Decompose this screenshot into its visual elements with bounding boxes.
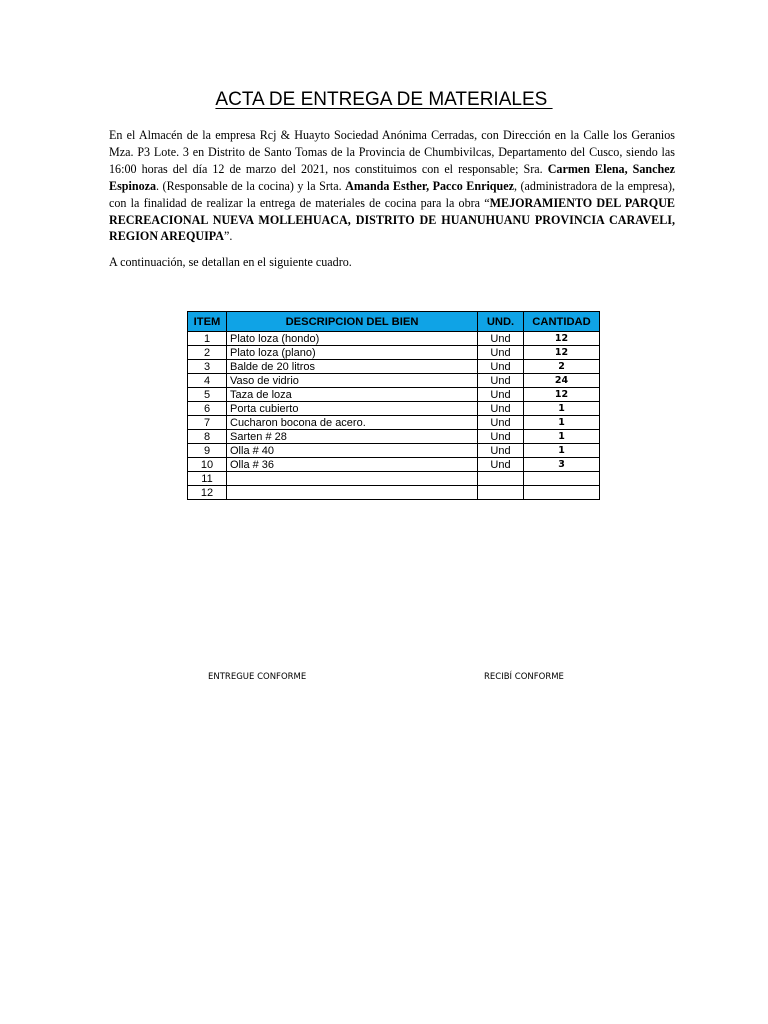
- quantity-cell: 2: [524, 360, 600, 374]
- unit-cell: Und: [478, 374, 524, 388]
- item-cell: 11: [188, 472, 227, 486]
- description-cell: Porta cubierto: [227, 402, 478, 416]
- description-cell: [227, 472, 478, 486]
- description-cell: Balde de 20 litros: [227, 360, 478, 374]
- item-cell: 3: [188, 360, 227, 374]
- intro-paragraph: [109, 127, 675, 245]
- item-cell: 8: [188, 430, 227, 444]
- paragraph-text-2: . (Responsable de la cocina) y la Srta.: [156, 178, 346, 193]
- description-cell: Plato loza (hondo): [227, 332, 478, 346]
- table-row: [188, 472, 600, 486]
- item-cell: 9: [188, 444, 227, 458]
- header-quantity: CANTIDAD: [524, 312, 600, 332]
- quantity-cell: 12: [524, 332, 600, 346]
- unit-cell: Und: [478, 346, 524, 360]
- administrator-name: Amanda Esther, Pacco Enriquez: [345, 178, 514, 193]
- materials-table: [187, 311, 600, 500]
- table-row: [188, 402, 600, 416]
- table-row: [188, 374, 600, 388]
- item-cell: 1: [188, 332, 227, 346]
- header-item: ITEM: [188, 312, 227, 332]
- paragraph-text-1: En el Almacén de la empresa Rcj & Huayto Sociedad Anónima Cerradas, con Dirección en la Calle los Geranios Mza. P3 Lote. 3 en Distrito de Santo Tomas de la Provincia de Chumbivilcas, Departamento del Cusco, siendo las 16:00 horas del día 12 de marzo del 2021, nos constituimos con el responsable; Sra.: [109, 128, 675, 176]
- unit-cell: Und: [478, 416, 524, 430]
- item-cell: 2: [188, 346, 227, 360]
- item-cell: 4: [188, 374, 227, 388]
- document-title: ACTA DE ENTREGA DE MATERIALES: [215, 89, 553, 110]
- item-cell: 6: [188, 402, 227, 416]
- responsible-name: Carmen Elena, Sanchez Espinoza: [109, 161, 675, 193]
- table-row: [188, 444, 600, 458]
- unit-cell: Und: [478, 402, 524, 416]
- item-cell: 5: [188, 388, 227, 402]
- description-cell: [227, 486, 478, 500]
- quantity-cell: 1: [524, 416, 600, 430]
- unit-cell: Und: [478, 430, 524, 444]
- item-cell: 10: [188, 458, 227, 472]
- quantity-cell: 12: [524, 388, 600, 402]
- quantity-cell: 12: [524, 346, 600, 360]
- unit-cell: [478, 472, 524, 486]
- table-row: [188, 332, 600, 346]
- unit-cell: [478, 486, 524, 500]
- header-description: DESCRIPCION DEL BIEN: [227, 312, 478, 332]
- item-cell: 12: [188, 486, 227, 500]
- description-cell: Sarten # 28: [227, 430, 478, 444]
- unit-cell: Und: [478, 388, 524, 402]
- unit-cell: Und: [478, 360, 524, 374]
- description-cell: Taza de loza: [227, 388, 478, 402]
- table-row: [188, 346, 600, 360]
- table-row: [188, 430, 600, 444]
- table-row: [188, 486, 600, 500]
- table-body: [188, 332, 600, 500]
- table-intro: A continuación, se detallan en el siguiente cuadro.: [109, 255, 352, 269]
- unit-cell: Und: [478, 458, 524, 472]
- table-row: [188, 360, 600, 374]
- quantity-cell: 1: [524, 430, 600, 444]
- quantity-cell: 1: [524, 444, 600, 458]
- signature-right-label: RECIBÍ CONFORME: [484, 672, 564, 682]
- description-cell: Olla # 36: [227, 458, 478, 472]
- description-cell: Cucharon bocona de acero.: [227, 416, 478, 430]
- signature-left-label: ENTREGUE CONFORME: [208, 672, 307, 682]
- item-cell: 7: [188, 416, 227, 430]
- unit-cell: Und: [478, 332, 524, 346]
- table-row: [188, 416, 600, 430]
- quantity-cell: [524, 486, 600, 500]
- description-cell: Olla # 40: [227, 444, 478, 458]
- table-row: [188, 458, 600, 472]
- table-header-row: [188, 312, 600, 332]
- unit-cell: Und: [478, 444, 524, 458]
- description-cell: Plato loza (plano): [227, 346, 478, 360]
- quantity-cell: 3: [524, 458, 600, 472]
- quantity-cell: 24: [524, 374, 600, 388]
- header-unit: UND.: [478, 312, 524, 332]
- description-cell: Vaso de vidrio: [227, 374, 478, 388]
- paragraph-text-4: ”.: [224, 229, 233, 244]
- paragraph-text-3: , (administradora de la empresa), con la finalidad de realizar la entrega de materiales de cocina para la obra “: [109, 178, 676, 210]
- quantity-cell: 1: [524, 402, 600, 416]
- project-name: MEJORAMIENTO DEL PARQUE RECREACIONAL NUEVA MOLLEHUACA, DISTRITO DE HUANUHUANU PROVINCIA CARAVELI, REGION AREQUIPA: [109, 195, 675, 244]
- quantity-cell: [524, 472, 600, 486]
- table-row: [188, 388, 600, 402]
